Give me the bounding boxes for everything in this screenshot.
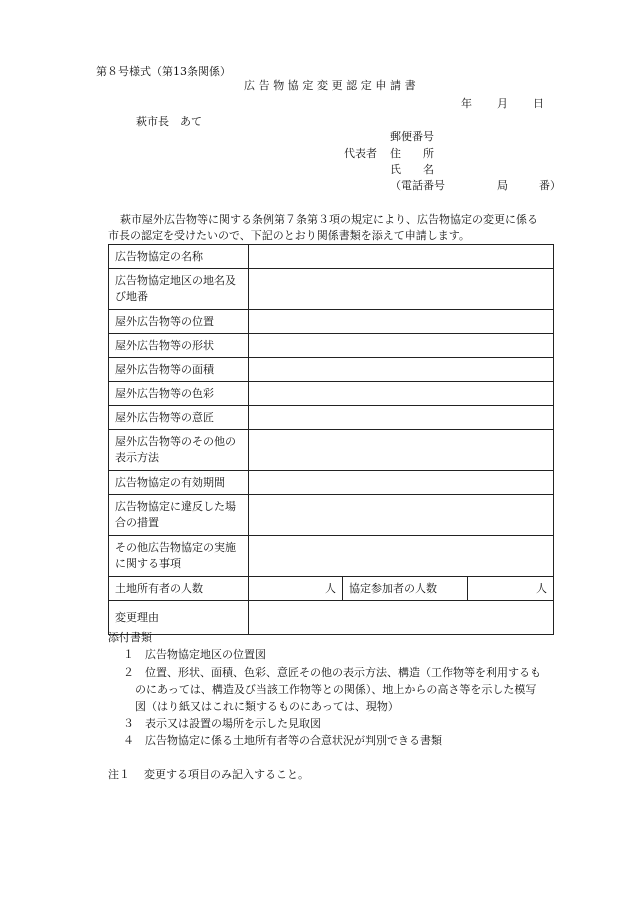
agreement-name-field[interactable] xyxy=(249,245,554,269)
table-row xyxy=(109,269,554,310)
date-day-label: 日 xyxy=(533,97,544,110)
district-location-field[interactable] xyxy=(249,269,554,310)
participants-unit: 人 xyxy=(536,581,548,595)
row-label: 広告物協定の有効期間 xyxy=(109,471,249,495)
ad-shape-field[interactable] xyxy=(249,334,554,358)
row-label: 屋外広告物等の意匠 xyxy=(109,406,249,430)
attachment-item xyxy=(123,665,541,681)
date-month-label: 月 xyxy=(497,97,508,110)
application-table xyxy=(108,244,554,635)
landowners-unit: 人 xyxy=(325,581,336,595)
ad-area-field[interactable] xyxy=(249,358,554,382)
representative-label: 代表者 xyxy=(344,147,377,160)
table-row xyxy=(109,245,554,269)
phone-number-label: 番） xyxy=(539,179,561,192)
attachments-heading: 添付書類 xyxy=(108,631,152,644)
change-reason-field[interactable] xyxy=(249,601,554,635)
attachment-item xyxy=(123,733,442,749)
table-row xyxy=(109,382,554,406)
attachment-text: 広告物協定地区の位置図 xyxy=(145,648,266,661)
document-title: 広告物協定変更認定申請書 xyxy=(244,79,420,92)
row-label: 広告物協定の名称 xyxy=(109,245,249,269)
attachment-text: 広告物協定に係る土地所有者等の合意状況が判別できる書類 xyxy=(145,734,442,747)
attachment-text-line-3: 図（はり紙又はこれに類するものにあっては、現物） xyxy=(135,700,399,713)
validity-period-field[interactable] xyxy=(249,471,554,495)
postal-code-label: 郵便番号 xyxy=(390,130,434,143)
date-year-label: 年 xyxy=(461,97,472,110)
phone-exchange-label: 局 xyxy=(497,179,508,192)
attachment-item xyxy=(123,647,266,663)
participants-count-field[interactable] xyxy=(468,577,554,601)
row-label: 広告物協定地区の地名及び地番 xyxy=(109,269,249,310)
reason-label: 変更理由 xyxy=(109,601,249,635)
note xyxy=(108,767,309,783)
row-label: 広告物協定に違反した場合の措置 xyxy=(109,495,249,536)
ad-design-field[interactable] xyxy=(249,406,554,430)
note-text: 変更する項目のみ記入すること。 xyxy=(144,768,309,781)
intro-line-2: 市長の認定を受けたいので、下記のとおり関係書類を添えて申請します。 xyxy=(108,229,470,242)
intro-line-1: 萩市屋外広告物等に関する条例第７条第３項の規定により、広告物協定の変更に係る xyxy=(120,213,538,226)
landowners-count-field[interactable] xyxy=(249,577,343,601)
form-number: 第８号様式（第13条関係） xyxy=(96,65,231,78)
note-label: 注１ xyxy=(108,768,130,781)
address-label: 住 所 xyxy=(390,147,434,160)
table-row xyxy=(109,430,554,471)
attachment-number: １ xyxy=(123,648,134,661)
row-label: 屋外広告物等の色彩 xyxy=(109,382,249,406)
phone-label: （電話番号 xyxy=(390,179,445,192)
row-label: 屋外広告物等の面積 xyxy=(109,358,249,382)
table-row xyxy=(109,601,554,635)
landowners-label: 土地所有者の人数 xyxy=(109,577,249,601)
name-label: 氏 名 xyxy=(390,163,434,176)
table-row xyxy=(109,471,554,495)
addressee: 萩市長 あて xyxy=(136,115,202,128)
other-matters-field[interactable] xyxy=(249,536,554,577)
row-label: 屋外広告物等の形状 xyxy=(109,334,249,358)
table-row xyxy=(109,310,554,334)
table-row xyxy=(109,334,554,358)
row-label: 屋外広告物等のその他の表示方法 xyxy=(109,430,249,471)
violation-measures-field[interactable] xyxy=(249,495,554,536)
attachment-number: ３ xyxy=(123,717,134,730)
table-row xyxy=(109,406,554,430)
attachment-item xyxy=(123,716,321,732)
table-row xyxy=(109,536,554,577)
ad-other-display-field[interactable] xyxy=(249,430,554,471)
row-label: 屋外広告物等の位置 xyxy=(109,310,249,334)
table-row xyxy=(109,495,554,536)
attachment-text: 表示又は設置の場所を示した見取図 xyxy=(145,717,321,730)
table-row xyxy=(109,577,554,601)
ad-position-field[interactable] xyxy=(249,310,554,334)
ad-color-field[interactable] xyxy=(249,382,554,406)
attachment-text-line-2: のにあっては、構造及び当該工作物等との関係）、地上からの高さ等を示した模写 xyxy=(135,683,537,696)
table-row xyxy=(109,358,554,382)
row-label: その他広告物協定の実施に関する事項 xyxy=(109,536,249,577)
attachment-number: ２ xyxy=(123,666,134,679)
participants-label: 協定参加者の人数 xyxy=(343,577,468,601)
attachment-number: ４ xyxy=(123,734,134,747)
attachment-text-line-1: 位置、形状、面積、色彩、意匠その他の表示方法、構造（工作物等を利用するも xyxy=(145,666,541,679)
